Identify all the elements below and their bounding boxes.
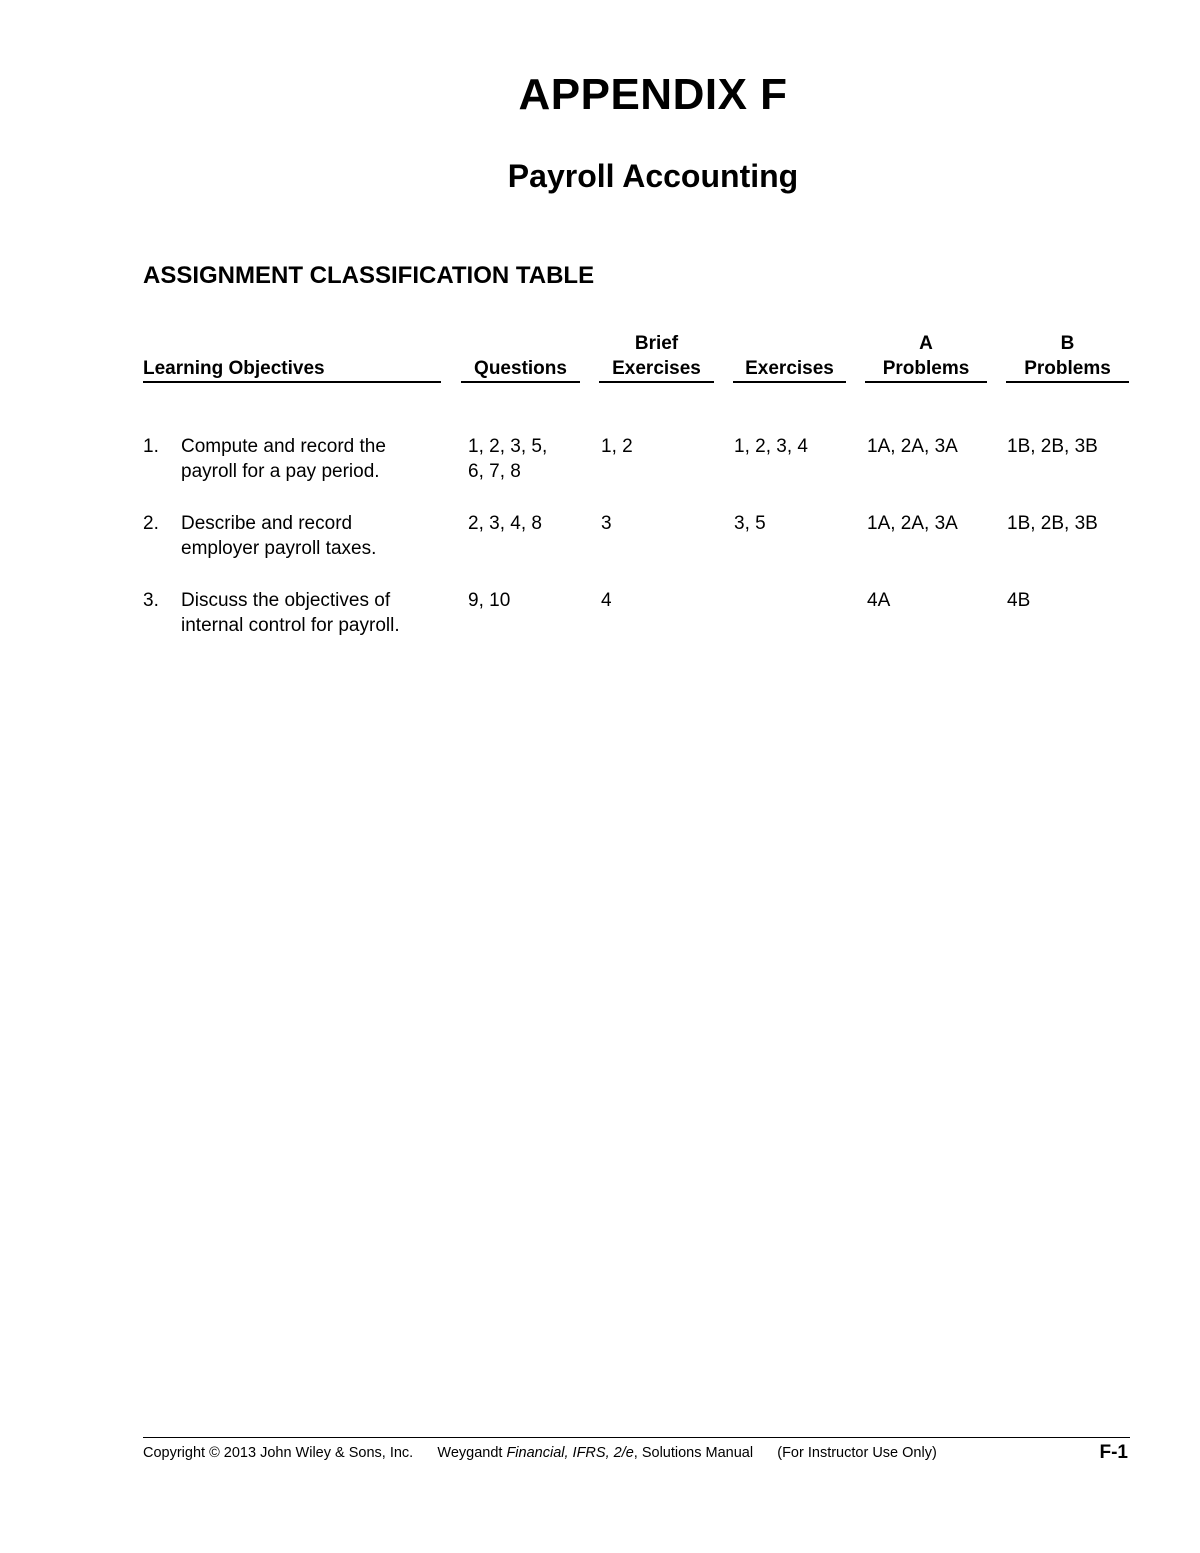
brief-exercises-cell: 4 [601, 590, 612, 611]
questions-cell: 9, 10 [468, 590, 511, 611]
footer-manual: , Solutions Manual [633, 1445, 754, 1461]
chapter-subtitle: Payroll Accounting [507, 158, 799, 194]
exercises-cell: 3, 5 [734, 513, 766, 534]
appendix-title: APPENDIX F [518, 70, 788, 119]
footer-text [143, 1445, 937, 1461]
footer-divider [143, 1437, 1130, 1438]
section-heading: ASSIGNMENT CLASSIFICATION TABLE [143, 262, 595, 289]
b-problems-cell: 1B, 2B, 3B [1007, 513, 1098, 534]
a-problems-cell: 1A, 2A, 3A [867, 513, 958, 534]
questions-cell: 1, 2, 3, 5, 6, 7, 8 [468, 436, 548, 482]
row-number: 3. [143, 590, 159, 611]
header-brief-exercises: Brief Exercises [599, 331, 714, 383]
brief-exercises-cell: 1, 2 [601, 436, 633, 457]
page-number: F-1 [1099, 1442, 1128, 1463]
b-problems-cell: 4B [1007, 590, 1031, 611]
header-b-problems: B Problems [1006, 331, 1129, 383]
objective-text: Describe and record employer payroll taxes. [181, 513, 377, 559]
questions-cell: 2, 3, 4, 8 [468, 513, 542, 534]
header-a-problems: A Problems [865, 331, 987, 383]
b-problems-cell: 1B, 2B, 3B [1007, 436, 1098, 457]
exercises-cell: 1, 2, 3, 4 [734, 436, 808, 457]
objective-text: Discuss the objectives of internal control for payroll. [181, 590, 400, 636]
header-exercises: Exercises [733, 331, 846, 383]
footer-copyright: Copyright © 2013 John Wiley & Sons, Inc. [143, 1445, 414, 1461]
header-questions: Questions [461, 331, 580, 383]
a-problems-cell: 4A [867, 590, 891, 611]
header-learning-objectives: Learning Objectives [143, 331, 441, 383]
row-number: 2. [143, 513, 159, 534]
row-number: 1. [143, 436, 159, 457]
footer-author: Weygandt [437, 1445, 507, 1461]
brief-exercises-cell: 3 [601, 513, 612, 534]
footer-note: (For Instructor Use Only) [777, 1445, 937, 1461]
a-problems-cell: 1A, 2A, 3A [867, 436, 958, 457]
footer-book-title: Financial, IFRS, 2/e [506, 1445, 634, 1461]
objective-text: Compute and record the payroll for a pay period. [181, 436, 386, 482]
